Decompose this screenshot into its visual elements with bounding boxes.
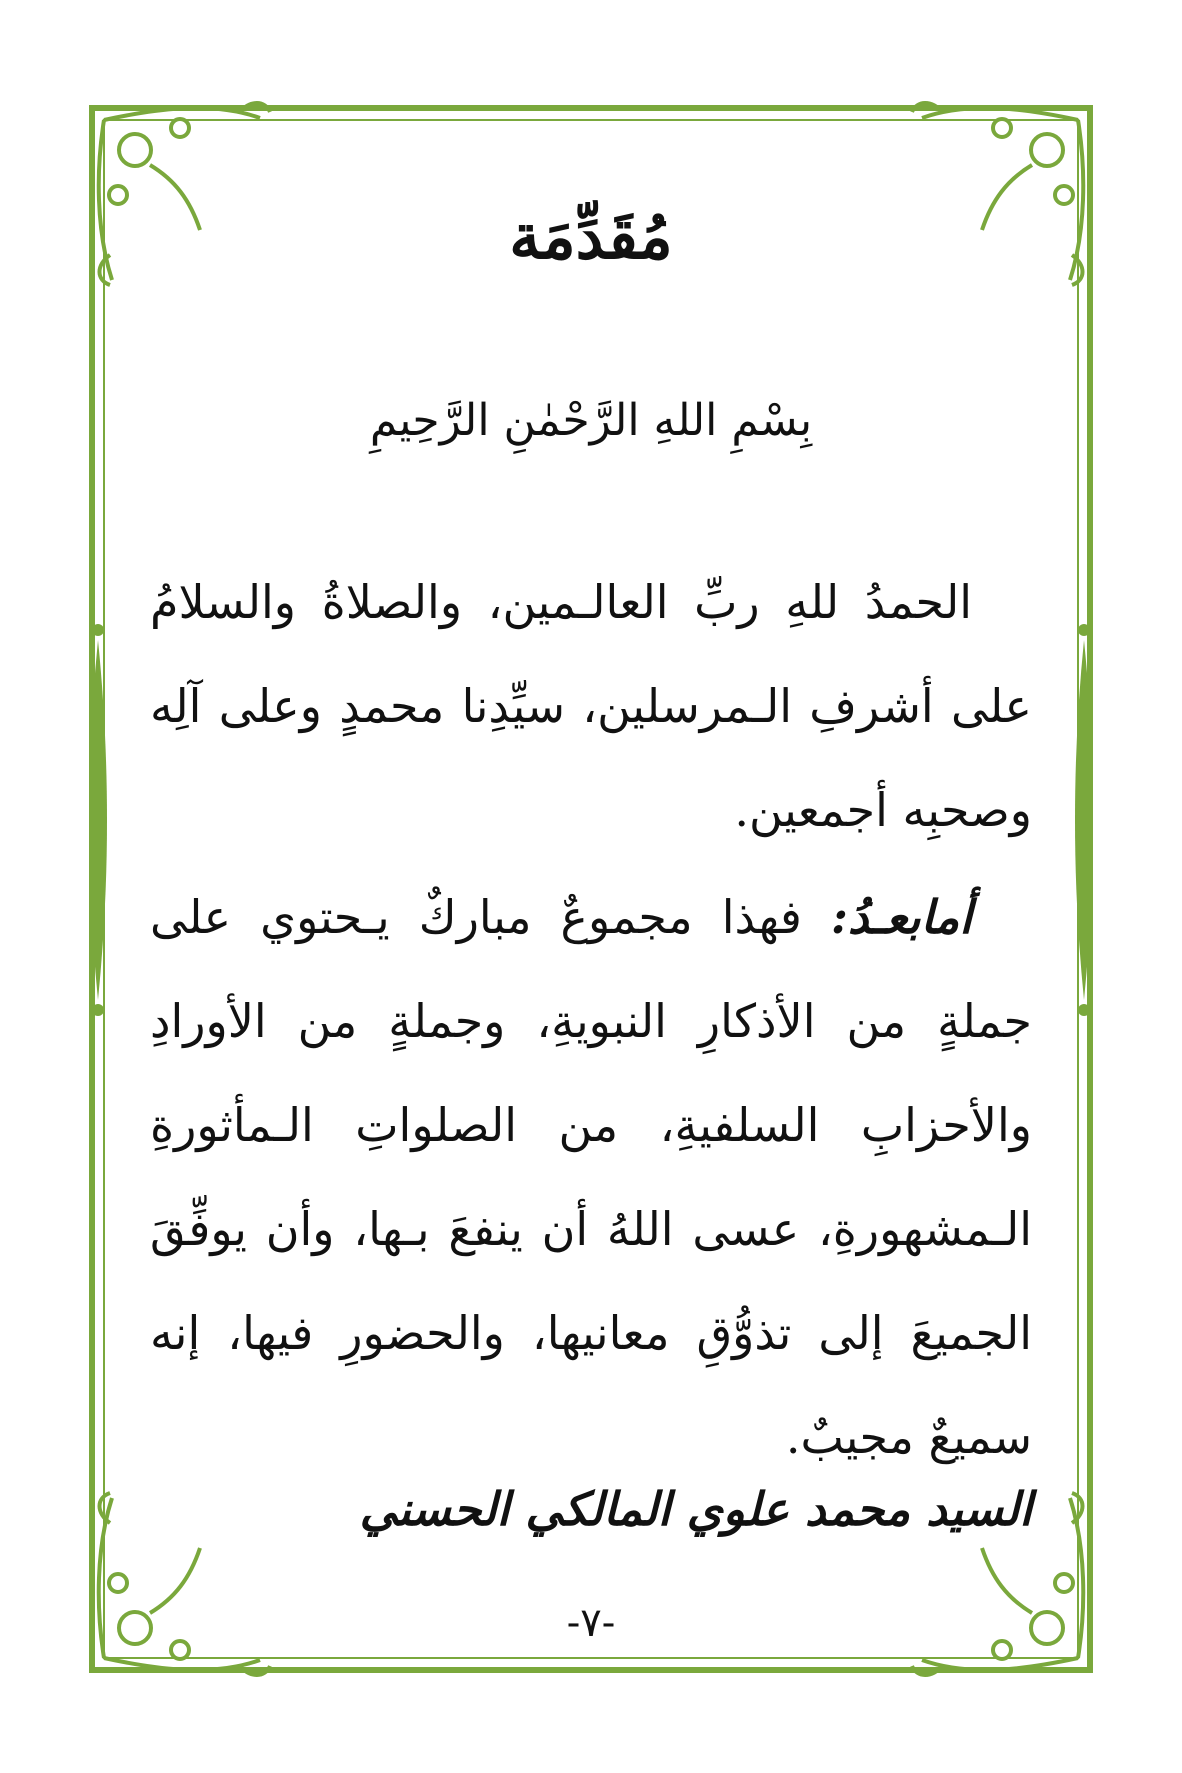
paragraph-lead: أمابعـدُ: [830,890,972,944]
basmala: بِسْمِ اللهِ الرَّحْمٰنِ الرَّحِيمِ [369,395,813,446]
paragraph-main-text: فهذا مجموعٌ مباركٌ يـحتوي على جملةٍ من الأذكارِ النبويةِ، وجملةٍ من الأورادِ والأحزابِ السلفيةِ، من الصلواتِ الـمأثورةِ الـمشهورةِ، عسى اللهُ أن ينفعَ بـها، وأن يوفِّقَ الجميعَ إلى تذوُّقِ معانيها، والحضورِ فيها، إنه سميعٌ مجيبٌ. [150,890,1032,1464]
corner-ornament-bottom-left [99,1493,270,1675]
paragraph-opening-text: الحمدُ للهِ ربِّ العالـمين، والصلاةُ والسلامُ على أشرفِ الـمرسلين، سيِّدِنا محمدٍ وعلى آلِه وصحبِه أجمعين. [150,575,1032,837]
paragraph-opening [150,550,1032,862]
page-title: مُقَدِّمَة [509,200,673,273]
paragraph-main [150,865,1032,1489]
page-number: -٧- [566,1600,616,1646]
author-signature: السيد محمد علوي المالكي الحسني [359,1482,1032,1536]
